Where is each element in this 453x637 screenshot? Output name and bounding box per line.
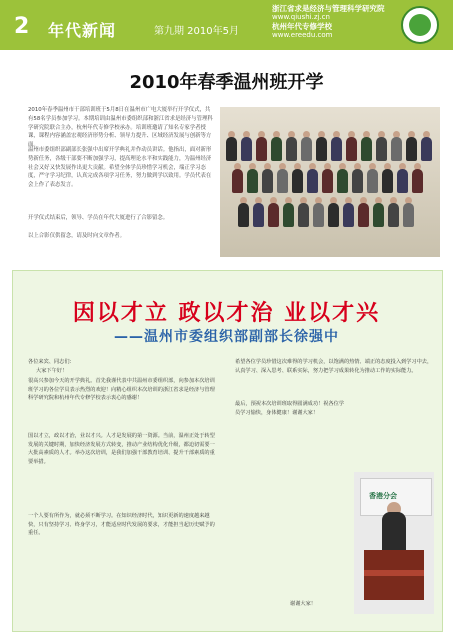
org-url-1: www.qiushi.zj.cn xyxy=(272,13,330,21)
group-photo xyxy=(220,107,440,257)
photo-figure-body xyxy=(343,203,354,227)
photo-figure-body xyxy=(346,137,357,161)
article-title: 2010年春季温州班开学 xyxy=(129,72,324,93)
photo-figure-body xyxy=(226,137,237,161)
school-logo xyxy=(401,6,439,44)
speech-greeting: 各位来宾、同志们： xyxy=(28,359,75,365)
org-name-1: 浙江省求是经济与管理科学研究院 xyxy=(272,4,385,13)
photo-figure-body xyxy=(253,203,264,227)
photo-figure-body xyxy=(337,169,348,193)
photo-figure-body xyxy=(247,169,258,193)
speech-signoff: 谢谢大家！ xyxy=(290,601,316,607)
speech-paragraph: 国以才立，政以才治，业以才兴。人才是发展的第一资源。当前，温州正处于转型发展的关键时期，加快经济发展方式转变，推动产业结构优化升级，都迫切需要一大批高素质的人才。举办这次培训，是我们加强干部教育培训、提升干部素质的重要举措。 xyxy=(28,433,215,465)
article-paragraph: 温州市委组织部副部长张强中出席开学典礼并作动员讲话。他指出，面对新形势新任务，各级干部要不断加强学习，提高理论水平和实践能力，为温州经济社会又好又快发展作出更大贡献。希望全体学员珍惜学习机会，端正学习态度，严守学习纪律，认真完成各项学习任务，努力做到学以致用。学员代表在会上作了表态发言。 xyxy=(28,147,212,189)
photo-figure-body xyxy=(322,169,333,193)
photo-figure-body xyxy=(313,203,324,227)
photo-figure-body xyxy=(376,137,387,161)
photo-figure-body xyxy=(283,203,294,227)
photo-figure-body xyxy=(382,169,393,193)
photo-figure-body xyxy=(412,169,423,193)
speech-paragraph: 希望各位学员珍惜这次难得的学习机会，以饱满的热情、端正的态度投入到学习中去，认真学习、深入思考、联系实际，努力把学习成果转化为推动工作的实际能力。 xyxy=(235,359,433,374)
photo-figure-body xyxy=(397,169,408,193)
photo-figure-body xyxy=(373,203,384,227)
photo-figure-body xyxy=(352,169,363,193)
photo-figure-body xyxy=(238,203,249,227)
org-url-2: www.ereedu.com xyxy=(272,31,333,39)
photo-figure-body xyxy=(277,169,288,193)
article-paragraph: 开学仪式结束后，领导、学员在年代大厦进行了合影留念。 xyxy=(28,215,169,221)
photo-figure-body xyxy=(361,137,372,161)
photo-figure-body xyxy=(328,203,339,227)
photo-figure-body xyxy=(241,137,252,161)
event-banner: 香港分会 xyxy=(360,478,432,516)
page-number: 2 xyxy=(14,14,30,39)
photo-figure-body xyxy=(232,169,243,193)
article-paragraph: 2010年春季温州市干部培训班于5月8日在温州市广电大厦举行开学仪式，共有58名学员参加学习。本期培训由温州市委组织部和浙江省求是经济与管理科学研究院联合主办，杭州年代专修学校承办。培训班邀请了知名专家学者授课，课程内容涵盖宏观经济形势分析、领导力提升、区域经济发展与创新等方面。 xyxy=(28,107,213,149)
speech-paragraph: 最后，预祝本次培训班取得圆满成功！祝各位学员学习愉快，身体健康！谢谢大家！ xyxy=(235,401,344,416)
photo-figure-body xyxy=(358,203,369,227)
photo-figure-body xyxy=(367,169,378,193)
issue-info: 第九期 2010年5月 xyxy=(154,26,239,37)
photo-figure-body xyxy=(286,137,297,161)
photo-figure-body xyxy=(262,169,273,193)
article-paragraph: 以上合影仅供留念，请及时向文章作者。 xyxy=(28,233,126,239)
speech-paragraph: 大家下午好！ xyxy=(36,368,68,374)
photo-figure-body xyxy=(403,203,414,227)
photo-figure-body xyxy=(391,137,402,161)
speech-paragraph: 很高兴参加今天的开学典礼。首先我谨代表中共温州市委组织部，向参加本次培训班学习的各位学员表示热烈的欢迎！向精心组织本次培训的浙江省求是经济与管理科学研究院和杭州年代专修学校表示衷心的感谢！ xyxy=(28,378,215,402)
photo-figure-body xyxy=(307,169,318,193)
photo-figure-body xyxy=(406,137,417,161)
photo-figure-body xyxy=(316,137,327,161)
page-header xyxy=(0,0,453,50)
photo-figure-body xyxy=(388,203,399,227)
photo-figure-body xyxy=(271,137,282,161)
photo-figure-body xyxy=(256,137,267,161)
photo-figure-body xyxy=(331,137,342,161)
org-info xyxy=(272,4,392,40)
photo-figure-body xyxy=(421,137,432,161)
photo-figure-body xyxy=(301,137,312,161)
speaker-photo xyxy=(354,472,434,614)
org-name-2: 杭州年代专修学校 xyxy=(272,22,332,31)
speech-slogan: 因以才立 政以才治 业以才兴 xyxy=(72,301,381,326)
photo-figure-body xyxy=(268,203,279,227)
speech-paragraph: 一个人要有所作为，就必须不断学习。在知识经济时代，知识更新的速度越来越快，只有坚持学习、终身学习，才能适应时代发展的要求，才能担当起历史赋予的重任。 xyxy=(28,513,215,537)
speech-subtitle: ——温州市委组织部副部长徐强中 xyxy=(114,329,339,345)
section-title: 年代新闻 xyxy=(48,21,117,40)
photo-figure-body xyxy=(292,169,303,193)
photo-figure-body xyxy=(298,203,309,227)
